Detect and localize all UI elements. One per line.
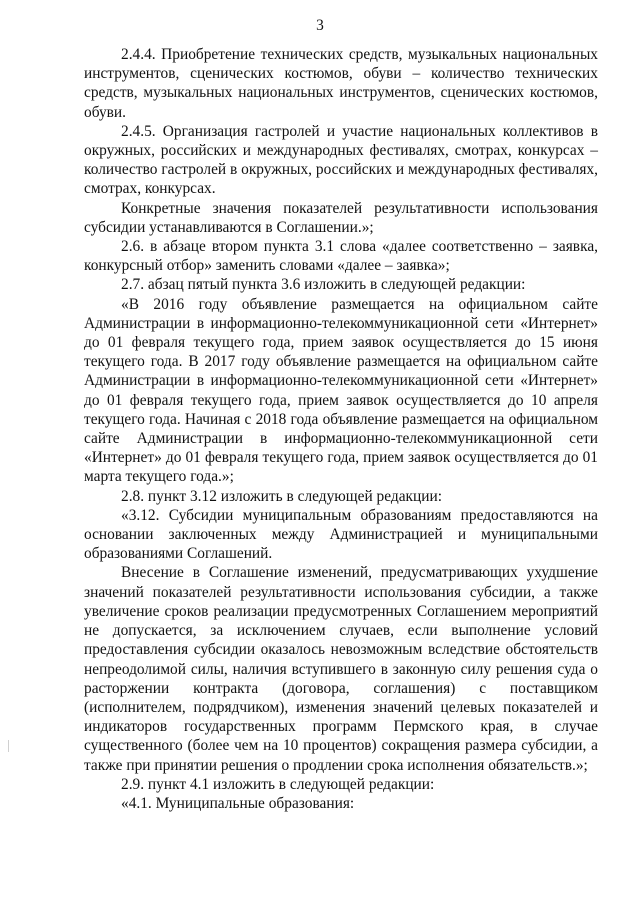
paragraph-2-4-4: 2.4.4. Приобретение технических средств, музыкальных национальных инструментов, сценических костюмов, обуви – количество технических средств, музыкальных национальных инструментов, сценических костюмов, обуви. <box>84 46 598 121</box>
paragraph-2-6: 2.6. в абзаце втором пункта 3.1 слова «далее соответственно – заявка, конкурсный отбор» заменить словами «далее – заявка»; <box>84 238 598 275</box>
paragraph-agreement-changes: Внесение в Соглашение изменений, предусматривающих ухудшение значений показателей результативности использования субсидии, а также увеличение сроков реализации предусмотренных Соглашением мероприятий не допускается, за исключением случаев, если выполнение условий предоставления субсидии оказалось невозможным вследствие обстоятельств непреодолимой силы, наличия вступившего в законную силу решения суда о расторжении контракта (договора, соглашения) с поставщиком (исполнителем, подрядчиком), изменения значений целевых показателей и индикаторов государственных программ Пермского края, в случае существенного (более чем на 10 процентов) сокращения размера субсидии, а также при принятии решения о продлении срока исполнения обязательств.»; <box>84 564 598 774</box>
paragraph-2-9: 2.9. пункт 4.1 изложить в следующей редакции: <box>121 775 435 793</box>
scan-margin-mark <box>8 740 9 752</box>
paragraph-4-1: «4.1. Муниципальные образования: <box>121 794 355 812</box>
paragraph-announcement-schedule: «В 2016 году объявление размещается на официальном сайте Администрации в информационно-телекоммуникационной сети «Интернет» до 01 февраля текущего года, прием заявок осуществляется до 15 июня текущего года. В 2017 году объявление размещается на официальном сайте Администрации в информационно-телекоммуникационной сети «Интернет» до 01 февраля текущего года, прием заявок осуществляется до 10 апреля текущего года. Начиная с 2018 года объявление размещается на официальном сайте Администрации в информационно-телекоммуникационной сети «Интернет» до 01 февраля текущего года, прием заявок осуществляется до 01 марта текущего года.»; <box>84 295 598 486</box>
page-number: 3 <box>316 17 324 34</box>
paragraph-2-4-5: 2.4.5. Организация гастролей и участие национальных коллективов в окружных, российских и международных фестивалях, смотрах, конкурсах – количество гастролей в окружных, российских и международных фестивалях, смотрах, конкурсах. <box>84 122 598 198</box>
paragraph-2-8: 2.8. пункт 3.12 изложить в следующей редакции: <box>121 487 442 505</box>
paragraph-2-7: 2.7. абзац пятый пункта 3.6 изложить в следующей редакции: <box>121 276 526 294</box>
document-body <box>84 45 598 813</box>
paragraph-3-12: «3.12. Субсидии муниципальным образованиям предоставляются на основании заключенных между Администрацией и муниципальными образованиями Соглашений. <box>84 506 598 563</box>
paragraph-indicator-values: Конкретные значения показателей результативности использования субсидии устанавливаются в Соглашении.»; <box>84 199 598 236</box>
